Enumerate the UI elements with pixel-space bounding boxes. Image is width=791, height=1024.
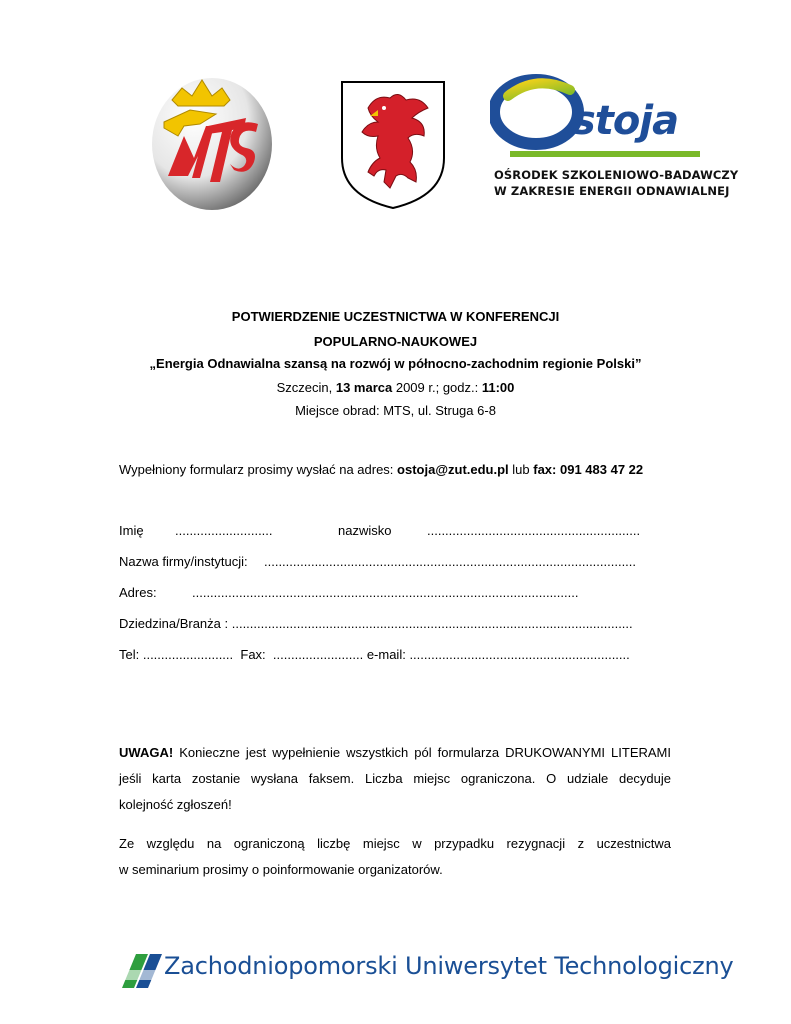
resignation-line-1: Ze względu na ograniczoną liczbę miejsc w przypadku rezygnacji z uczestnictwa [119,836,671,851]
notice-line-1-text: Konieczne jest wypełnienie wszystkich pól formularza DRUKOWANYMI LITERAMI [173,745,671,760]
nazwisko-label: nazwisko [338,523,392,538]
dziedzina-label: Dziedzina/Branża : [119,616,232,631]
notice-paragraph [119,740,671,818]
notice-line-2: jeśli karta zostanie wysłana faksem. Liczba miejsc ograniczona. O udziale decyduje [119,771,671,786]
title-line-1: POTWIERDZENIE UCZESTNICTWA W KONFERENCJI [231,309,560,324]
title-line-2: POPULARNO-NAUKOWEJ [313,334,478,349]
tel-field[interactable]: ......................... [142,647,234,662]
firma-label: Nazwa firmy/instytucji: [119,554,248,569]
dziedzina-line [119,616,633,631]
fax-label: Fax: [240,647,270,662]
email-field[interactable]: ............................................................. [409,647,630,662]
uwaga-label: UWAGA! [119,745,174,760]
title-line-3: „Energia Odnawialna szansą na rozwój w północno-zachodnim regionie Polski” [149,356,642,371]
ostoja-wordmark: stoja [572,98,679,144]
notice-line-3: kolejność zgłoszeń! [119,797,232,812]
imie-field[interactable]: ........................... [175,523,273,538]
tel-label: Tel: [119,647,143,662]
dziedzina-field[interactable]: ............................................................................................................... [231,616,633,631]
ostoja-logo [490,68,739,210]
imie-label: Imię [119,523,144,538]
contact-line [119,647,630,662]
email-label: e-mail: [363,647,410,662]
ostoja-subtitle-line-2: W ZAKRESIE ENERGII ODNAWIALNEJ [494,184,730,198]
zut-logo [118,946,734,996]
venue-line: Miejsce obrad: MTS, ul. Struga 6-8 [295,403,496,418]
send-instructions [119,462,643,477]
firma-field[interactable]: ....................................................................................................... [264,554,637,569]
fax-field[interactable]: ......................... [272,647,364,662]
adres-field[interactable]: ........................................................................................................... [192,585,579,600]
resignation-line-2: w seminarium prosimy o poinformowanie organizatorów. [119,862,443,877]
griffin-coat-of-arms-logo [338,78,448,212]
time-text: 11:00 [481,380,515,395]
ostoja-subtitle-line-1: OŚRODEK SZKOLENIOWO-BADAWCZY [494,168,739,182]
notice-line-1 [119,740,671,766]
date-line [0,380,791,395]
zut-wordmark: Zachodniopomorski Uniwersytet Technologiczny [164,952,734,980]
adres-label: Adres: [119,585,157,600]
zut-emblem-icon [118,950,162,990]
send-prefix: Wypełniony formularz prosimy wysłać na adres: [119,462,398,477]
nazwisko-field[interactable]: ........................................................... [427,523,641,538]
fax-number: fax: 091 483 47 22 [533,462,644,477]
send-middle: lub [508,462,534,477]
resignation-paragraph [119,831,671,883]
city-text: Szczecin, [276,380,336,395]
email-address: ostoja@zut.edu.pl [397,462,509,477]
mts-logo [150,66,274,214]
year-text: 2009 r.; godz.: [392,380,482,395]
date-text: 13 marca [335,380,393,395]
